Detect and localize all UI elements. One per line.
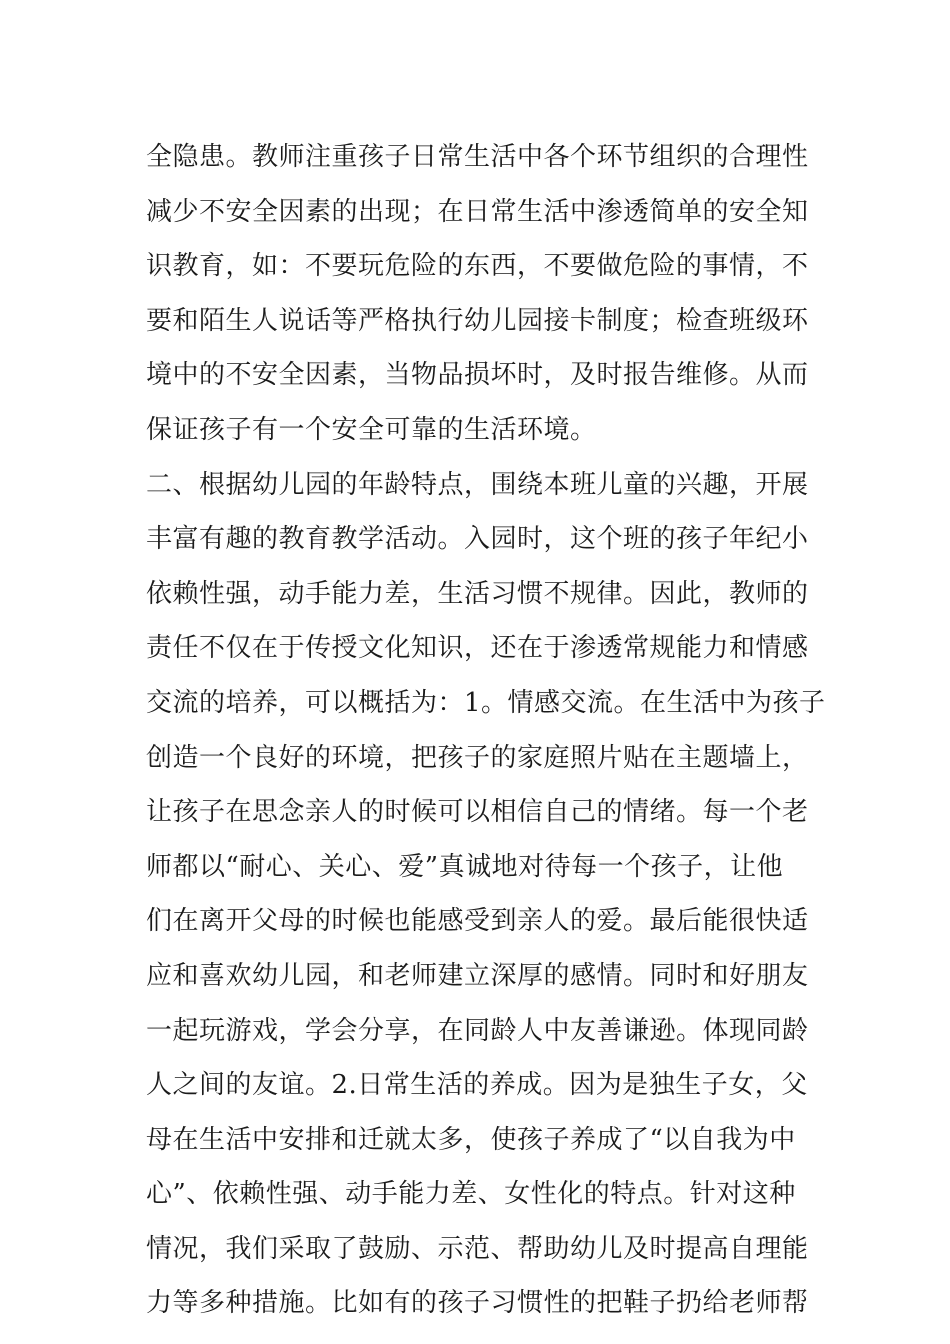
text-line: 人之间的友谊。2.日常生活的养成。因为是独生子女，父 — [146, 1070, 808, 1101]
text-line: 二、根据幼儿园的年龄特点，围绕本班儿童的兴趣，开展 — [146, 469, 809, 500]
text-line: 依赖性强，动手能力差，生活习惯不规律。因此，教师的 — [146, 578, 809, 609]
text-line: 力等多种措施。比如有的孩子习惯性的把鞋子扔给老师帮 — [146, 1288, 809, 1319]
text-line: 创造一个良好的环境，把孩子的家庭照片贴在主题墙上， — [146, 742, 809, 773]
text-line: 境中的不安全因素，当物品损坏时，及时报告维修。从而 — [146, 360, 809, 391]
text-line: 保证孩子有一个安全可靠的生活环境。 — [146, 414, 597, 445]
text-line: 减少不安全因素的出现；在日常生活中渗透简单的安全知 — [146, 196, 809, 227]
text-line: 师都以“耐心、关心、爱”真诚地对待每一个孩子，让他 — [146, 851, 784, 882]
text-line: 心”、依赖性强、动手能力差、女性化的特点。针对这种 — [146, 1179, 796, 1210]
text-line: 让孩子在思念亲人的时候可以相信自己的情绪。每一个老 — [146, 797, 809, 828]
text-line: 要和陌生人说话等严格执行幼儿园接卡制度；检查班级环 — [146, 305, 809, 336]
text-line: 全隐患。教师注重孩子日常生活中各个环节组织的合理性 — [146, 142, 809, 172]
text-line: 情况，我们采取了鼓励、示范、帮助幼儿及时提高自理能 — [146, 1233, 809, 1264]
text-line: 母在生活中安排和迁就太多，使孩子养成了“以自我为中 — [146, 1124, 796, 1155]
text-line: 一起玩游戏，学会分享，在同龄人中友善谦逊。体现同龄 — [146, 1015, 809, 1046]
text-line: 识教育，如：不要玩危险的东西，不要做危险的事情，不 — [146, 251, 809, 282]
body-text — [146, 130, 826, 1331]
text-line: 丰富有趣的教育教学活动。入园时，这个班的孩子年纪小 — [146, 524, 809, 555]
text-line: 们在离开父母的时候也能感受到亲人的爱。最后能很快适 — [146, 906, 809, 937]
text-line: 应和喜欢幼儿园，和老师建立深厚的感情。同时和好朋友 — [146, 960, 809, 991]
text-line: 交流的培养，可以概括为：1。情感交流。在生活中为孩子 — [146, 687, 826, 718]
text-line: 责任不仅在于传授文化知识，还在于渗透常规能力和情感 — [146, 633, 809, 664]
